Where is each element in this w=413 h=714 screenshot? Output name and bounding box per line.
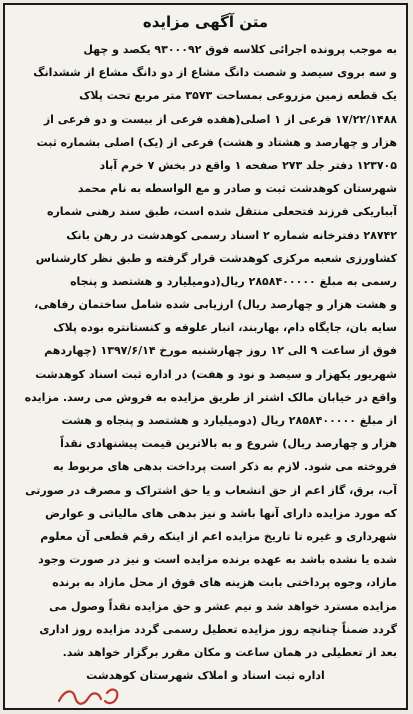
- body-line: رسمی به مبلغ ۲۸۵۸۴۰۰۰۰۰ ریال(دومیلیارد و هشتصد و پنجاه: [70, 274, 397, 288]
- body-line: گردد ضمناً چنانچه روز مزایده تعطیل رسمی گردد مزایده روز اداری: [39, 622, 397, 636]
- body-line: ۱۲۳۷۰۵ دفتر جلد ۲۷۳ صفحه ۱ واقع در بخش ۷ خرم آباد: [99, 158, 397, 172]
- body-line: بعد از تعطیلی در همان ساعت و مکان مقرر برگزار خواهد شد.: [62, 645, 397, 659]
- body-line: شده یا نشده باشد به عهده برنده مزایده است و نیز در صورت وجود: [38, 553, 397, 567]
- body-line: سایه بان، جایگاه دام، بهاربند، انبار علوفه و کنستانتره بوده پلاک: [53, 321, 397, 335]
- body-line: که مورد مزایده دارای آنها باشد و نیز بدهی های مالیاتی و عوارض: [45, 506, 397, 520]
- body-line: و سه بروی سیصد و شصت دانگ مشاع از دو دانگ مشاع از ششدانگ: [33, 66, 397, 80]
- body-line: واقع در خیابان مالک اشتر از طریق مزایده به فروش می رسد. مزایده: [24, 390, 397, 404]
- body-line: شهرداری و غیره تا تاریخ مزایده اعم از اینکه رقم قطعی آن معلوم: [40, 529, 397, 543]
- issuer-line: اداره ثبت اسناد و املاک شهرستان کوهدشت: [86, 669, 325, 683]
- notice-body: [14, 38, 397, 687]
- body-line: فروخته می شود. لازم به ذکر است پرداخت بدهی های مربوط به: [52, 460, 397, 474]
- handwritten-signature: [55, 683, 127, 709]
- body-line: آب، برق، گاز اعم از حق انشعاب و یا حق اشتراک و مصرف در صورتی: [25, 483, 397, 497]
- body-line: ۱۷/۲۲/۱۴۸۸ فرعی از ۱ اصلی(هفده فرعی از بیست و دو فرعی از: [43, 112, 397, 126]
- body-line: مازاد، وجوه پرداختی بابت هزینه های فوق از محل مازاد به برنده: [52, 576, 397, 590]
- body-line: شهرستان کوهدشت ثبت و صادر و مع الواسطه به نام محمد: [77, 182, 397, 196]
- body-line: آبباریکی فرزند فتحعلی منتقل شده است، طبق سند رهنی شماره: [46, 205, 397, 219]
- body-line: به موجب پرونده اجرائی کلاسه فوق ۹۳۰۰۰۹۲ یکصد و چهل: [83, 43, 397, 56]
- auction-notice-clipping: [3, 3, 408, 710]
- body-line: مزایده مسترد خواهد شد و نیم عشر و حق مزایده نقداً وصول می: [49, 599, 397, 613]
- body-line: ۲۸۷۴۲ دفترخانه شماره ۲ اسناد رسمی کوهدشت در رهن بانک: [66, 228, 397, 242]
- body-line: کشاورزی شعبه مرکزی کوهدشت قرار گرفته و طبق نظر کارشناس: [35, 251, 397, 265]
- body-line: هزار و چهارصد ریال) شروع و به بالاترین قیمت پیشنهادی نقداً: [60, 437, 397, 451]
- body-line: و هشت هزار و چهارصد ریال) ارزیابی شده شامل ساختمان رفاهی،: [34, 298, 397, 312]
- body-line: شهریور یکهزار و سیصد و نود و هفت) در اداره ثبت اسناد کوهدشت: [35, 367, 397, 381]
- body-line: یک قطعه زمین مزروعی بمساحت ۳۵۷۳ متر مربع تحت پلاک: [79, 89, 397, 103]
- notice-title: متن آگهی مزایده: [142, 13, 269, 31]
- body-line: فوق از ساعت ۹ الی ۱۲ روز چهارشنبه مورخ ۱۳۹۷/۶/۱۴ (چهاردهم: [44, 344, 397, 358]
- body-line: از مبلغ ۲۸۵۸۴۰۰۰۰۰ ریال (دومیلیارد و هشتصد و پنجاه و هشت: [61, 414, 397, 427]
- body-line: هزار و چهارصد و هشتاد و هشت) فرعی از (یک) اصلی بشماره ثبت: [36, 135, 397, 149]
